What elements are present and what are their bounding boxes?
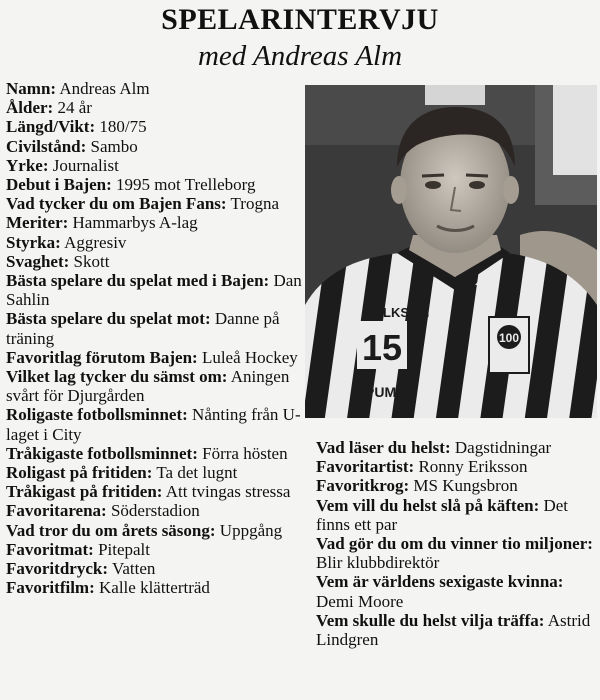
qa-item bbox=[6, 156, 306, 175]
answer: Det finns ett par bbox=[316, 495, 569, 534]
qa-item bbox=[6, 98, 306, 117]
question: Tråkigast på fritiden: bbox=[6, 482, 163, 502]
question: Debut i Bajen: bbox=[6, 175, 112, 195]
question: Svaghet: bbox=[6, 251, 70, 271]
qa-item bbox=[316, 572, 598, 610]
question: Vad läser du helst: bbox=[316, 438, 451, 457]
qa-item bbox=[6, 213, 306, 232]
answer: Luleå Hockey bbox=[201, 347, 298, 367]
qa-item bbox=[6, 444, 306, 463]
qa-item bbox=[316, 496, 598, 534]
question: Favoritfilm: bbox=[6, 578, 95, 598]
qa-item bbox=[6, 271, 306, 309]
question: Längd/Vikt: bbox=[6, 117, 96, 137]
question: Vad gör du om du vinner tio miljoner: bbox=[316, 534, 593, 554]
answer: 1995 mot Trelleborg bbox=[116, 175, 256, 195]
answer: Att tvingas stressa bbox=[165, 482, 291, 502]
answer: Trogna bbox=[230, 194, 280, 214]
qa-item bbox=[316, 438, 598, 457]
qa-item bbox=[6, 137, 306, 156]
answer: Aggresiv bbox=[64, 232, 127, 252]
question: Civilstånd: bbox=[6, 136, 87, 156]
question: Vilket lag tycker du sämst om: bbox=[6, 367, 228, 387]
answer: 24 år bbox=[57, 98, 92, 118]
page-subtitle: med Andreas Alm bbox=[197, 40, 403, 72]
answer: Sambo bbox=[90, 136, 138, 156]
answer: Journalist bbox=[52, 155, 119, 175]
question: Bästa spelare du spelat mot: bbox=[6, 309, 211, 329]
question: Favoritdryck: bbox=[6, 559, 108, 579]
answer: Pitepalt bbox=[98, 539, 151, 559]
question: Favoritartist: bbox=[316, 457, 415, 477]
answer: Hammarbys A-lag bbox=[72, 213, 198, 233]
question: Favoritkrog: bbox=[316, 476, 410, 496]
answer: Danne på träning bbox=[6, 309, 280, 348]
question: Vem är världens sexigaste kvinna: bbox=[316, 572, 564, 592]
left-qa-column bbox=[6, 79, 306, 597]
answer: Skott bbox=[73, 251, 110, 271]
question: Vem vill du helst slå på käften: bbox=[316, 495, 540, 515]
qa-item bbox=[316, 534, 598, 572]
answer: MS Kungsbron bbox=[413, 476, 518, 496]
qa-item bbox=[316, 476, 598, 495]
qa-item bbox=[6, 252, 306, 271]
right-qa-column bbox=[316, 438, 598, 649]
qa-item bbox=[6, 405, 306, 443]
answer: Vatten bbox=[111, 559, 156, 579]
question: Vad tycker du om Bajen Fans: bbox=[6, 194, 227, 214]
answer: Söderstadion bbox=[110, 501, 200, 521]
qa-item bbox=[6, 175, 306, 194]
question: Namn: bbox=[6, 79, 57, 98]
answer: Kalle klätterträd bbox=[99, 578, 210, 598]
answer: Förra hösten bbox=[202, 443, 288, 463]
qa-item bbox=[6, 117, 306, 136]
qa-item bbox=[6, 348, 306, 367]
player-photo bbox=[305, 85, 597, 418]
qa-item bbox=[6, 578, 306, 597]
shirt-brand: PUMA bbox=[365, 384, 407, 400]
question: Favoritmat: bbox=[6, 539, 94, 559]
answer: Ronny Eriksson bbox=[418, 457, 528, 477]
qa-item bbox=[6, 540, 306, 559]
answer: Ta det lugnt bbox=[156, 463, 238, 483]
answer: Astrid Lindgren bbox=[316, 610, 591, 650]
qa-item bbox=[6, 559, 306, 578]
shirt-sponsor: FOLKSAM bbox=[365, 305, 430, 320]
question: Roligaste fotbollsminnet: bbox=[6, 405, 188, 425]
question: Favoritarena: bbox=[6, 501, 107, 521]
question: Roligast på fritiden: bbox=[6, 463, 153, 483]
qa-item bbox=[6, 194, 306, 213]
question: Styrka: bbox=[6, 232, 61, 252]
page-title: SPELARINTERVJU bbox=[161, 3, 439, 36]
question: Tråkigaste fotbollsminnet: bbox=[6, 443, 198, 463]
answer: Dagstidningar bbox=[454, 438, 552, 457]
qa-item bbox=[6, 521, 306, 540]
question: Bästa spelare du spelat med i Bajen: bbox=[6, 271, 270, 291]
qa-item bbox=[6, 482, 306, 501]
question: Vad tror du om årets säsong: bbox=[6, 520, 216, 540]
answer: 180/75 bbox=[99, 117, 147, 137]
question: Favoritlag förutom Bajen: bbox=[6, 347, 198, 367]
question: Yrke: bbox=[6, 155, 49, 175]
question: Vem skulle du helst vilja träffa: bbox=[316, 610, 545, 630]
question: Ålder: bbox=[6, 98, 54, 118]
answer: Blir klubbdirektör bbox=[316, 553, 440, 573]
qa-item bbox=[6, 463, 306, 482]
answer: Demi Moore bbox=[316, 591, 404, 611]
qa-item bbox=[316, 611, 598, 649]
shirt-number: 15 bbox=[361, 327, 403, 368]
qa-item bbox=[6, 233, 306, 252]
answer: Andreas Alm bbox=[59, 79, 150, 98]
qa-item bbox=[6, 501, 306, 520]
answer: Dan Sahlin bbox=[6, 271, 302, 310]
question: Meriter: bbox=[6, 213, 69, 233]
qa-item bbox=[6, 309, 306, 347]
answer: Nånting från U-laget i City bbox=[6, 405, 301, 444]
qa-item bbox=[6, 367, 306, 405]
shirt-badge-number: 100 bbox=[498, 331, 520, 345]
qa-item bbox=[316, 457, 598, 476]
answer: Uppgång bbox=[219, 520, 283, 540]
qa-item bbox=[6, 79, 306, 98]
answer: Aningen svårt för Djurgården bbox=[6, 367, 290, 406]
